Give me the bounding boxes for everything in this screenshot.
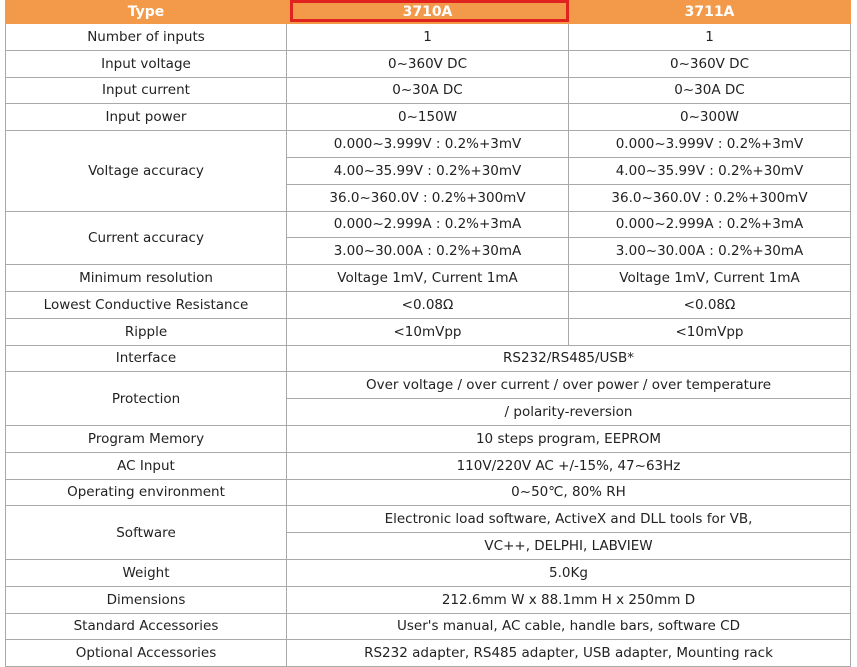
cell-shared: RS232 adapter, RS485 adapter, USB adapter, Mounting rack <box>287 640 851 667</box>
table-row <box>6 586 851 613</box>
row-label: Input current <box>6 77 287 104</box>
spec-table <box>5 0 851 667</box>
cell-3711a: 0~30A DC <box>569 77 851 104</box>
table-row <box>6 613 851 640</box>
header-model-3711a: 3711A <box>569 1 851 24</box>
row-label: Lowest Conductive Resistance <box>6 291 287 318</box>
table-row <box>6 77 851 104</box>
cell-3710a: 4.00~35.99V : 0.2%+30mV <box>287 157 569 184</box>
row-label: Interface <box>6 345 287 372</box>
cell-3710a: 0.000~3.999V : 0.2%+3mV <box>287 131 569 158</box>
table-row <box>6 24 851 51</box>
cell-shared: 212.6mm W x 88.1mm H x 250mm D <box>287 586 851 613</box>
table-row <box>6 211 851 238</box>
cell-3711a: <0.08Ω <box>569 291 851 318</box>
row-label: Weight <box>6 559 287 586</box>
cell-shared: 0~50℃, 80% RH <box>287 479 851 506</box>
row-label: Number of inputs <box>6 24 287 51</box>
cell-shared: 10 steps program, EEPROM <box>287 425 851 452</box>
cell-shared: 110V/220V AC +/-15%, 47~63Hz <box>287 452 851 479</box>
table-row <box>6 318 851 345</box>
cell-3711a: <10mVpp <box>569 318 851 345</box>
row-label: AC Input <box>6 452 287 479</box>
cell-3710a: 0~30A DC <box>287 77 569 104</box>
row-label: Protection <box>6 372 287 426</box>
table-row <box>6 425 851 452</box>
table-row <box>6 345 851 372</box>
cell-3710a: 1 <box>287 24 569 51</box>
cell-3710a: 0~360V DC <box>287 50 569 77</box>
cell-3711a: Voltage 1mV, Current 1mA <box>569 265 851 292</box>
cell-3711a: 4.00~35.99V : 0.2%+30mV <box>569 157 851 184</box>
row-label: Dimensions <box>6 586 287 613</box>
cell-3710a: 0~150W <box>287 104 569 131</box>
table-row <box>6 291 851 318</box>
cell-3711a: 1 <box>569 24 851 51</box>
row-label: Input power <box>6 104 287 131</box>
cell-3710a: Voltage 1mV, Current 1mA <box>287 265 569 292</box>
cell-3711a: 0.000~3.999V : 0.2%+3mV <box>569 131 851 158</box>
cell-3711a: 0.000~2.999A : 0.2%+3mA <box>569 211 851 238</box>
table-row <box>6 506 851 533</box>
cell-3711a: 0~300W <box>569 104 851 131</box>
cell-shared: / polarity-reversion <box>287 399 851 426</box>
row-label: Software <box>6 506 287 560</box>
cell-shared: RS232/RS485/USB* <box>287 345 851 372</box>
row-label: Program Memory <box>6 425 287 452</box>
cell-3711a: 3.00~30.00A : 0.2%+30mA <box>569 238 851 265</box>
table-row <box>6 50 851 77</box>
cell-3710a: 0.000~2.999A : 0.2%+3mA <box>287 211 569 238</box>
cell-3711a: 0~360V DC <box>569 50 851 77</box>
cell-shared: VC++, DELPHI, LABVIEW <box>287 533 851 560</box>
table-row <box>6 559 851 586</box>
header-model-3710a: 3710A <box>287 1 569 24</box>
cell-3710a: <0.08Ω <box>287 291 569 318</box>
cell-shared: 5.0Kg <box>287 559 851 586</box>
row-label: Standard Accessories <box>6 613 287 640</box>
table-row <box>6 265 851 292</box>
row-label: Current accuracy <box>6 211 287 265</box>
cell-shared: Electronic load software, ActiveX and DLL tools for VB, <box>287 506 851 533</box>
row-label: Input voltage <box>6 50 287 77</box>
row-label: Operating environment <box>6 479 287 506</box>
header-type: Type <box>6 1 287 24</box>
cell-shared: User's manual, AC cable, handle bars, software CD <box>287 613 851 640</box>
table-row <box>6 104 851 131</box>
row-label: Optional Accessories <box>6 640 287 667</box>
cell-3710a: 3.00~30.00A : 0.2%+30mA <box>287 238 569 265</box>
table-row <box>6 131 851 158</box>
cell-3711a: 36.0~360.0V : 0.2%+300mV <box>569 184 851 211</box>
table-row <box>6 452 851 479</box>
row-label: Minimum resolution <box>6 265 287 292</box>
table-row <box>6 372 851 399</box>
cell-3710a: <10mVpp <box>287 318 569 345</box>
cell-shared: Over voltage / over current / over power / over temperature <box>287 372 851 399</box>
row-label: Voltage accuracy <box>6 131 287 211</box>
cell-3710a: 36.0~360.0V : 0.2%+300mV <box>287 184 569 211</box>
table-row <box>6 640 851 667</box>
header-row <box>6 1 851 24</box>
table-row <box>6 479 851 506</box>
row-label: Ripple <box>6 318 287 345</box>
